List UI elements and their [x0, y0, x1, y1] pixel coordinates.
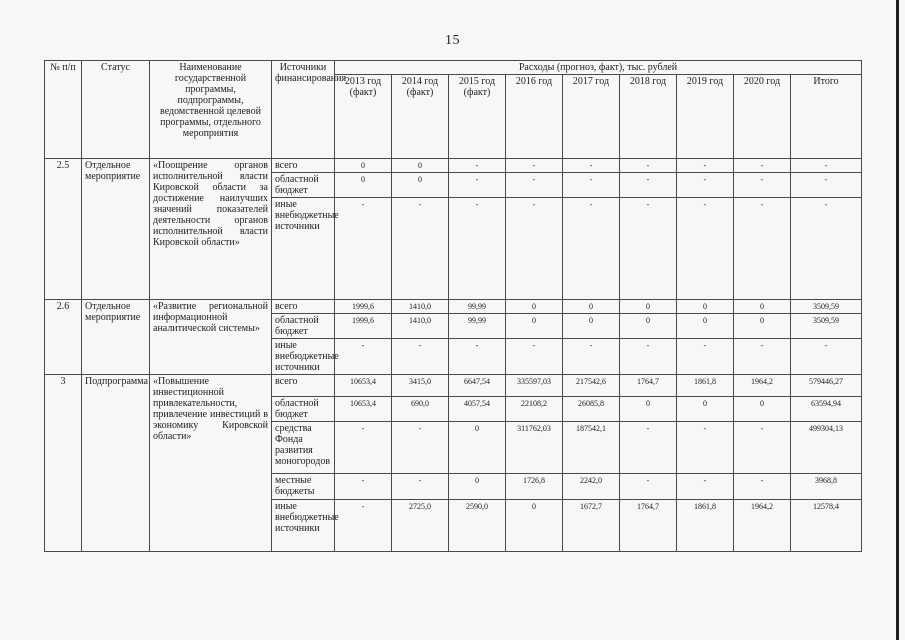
funding-source: средства Фонда развития моногородов [272, 422, 335, 474]
value-cell: - [677, 159, 734, 173]
value-cell: - [734, 173, 791, 198]
row-status: Отдельное мероприятие [82, 300, 150, 375]
value-cell: 2242,0 [563, 474, 620, 500]
value-cell: 10653,4 [335, 375, 392, 397]
value-cell: 0 [620, 300, 677, 314]
value-cell: 22108,2 [506, 397, 563, 422]
value-cell: 63594,94 [791, 397, 862, 422]
value-cell: 1764,7 [620, 500, 677, 552]
header-year: Итого [791, 75, 862, 159]
value-cell: - [335, 500, 392, 552]
table-row [45, 300, 862, 314]
value-cell: - [563, 198, 620, 300]
value-cell: - [734, 159, 791, 173]
value-cell: - [449, 198, 506, 300]
value-cell: 12578,4 [791, 500, 862, 552]
value-cell: 1861,8 [677, 500, 734, 552]
value-cell: 1672,7 [563, 500, 620, 552]
funding-source: областной бюджет [272, 314, 335, 339]
value-cell: - [392, 198, 449, 300]
value-cell: 26085,8 [563, 397, 620, 422]
header-num: № п/п [45, 61, 82, 159]
value-cell: - [620, 198, 677, 300]
value-cell: - [506, 159, 563, 173]
value-cell: - [677, 173, 734, 198]
value-cell: - [392, 474, 449, 500]
value-cell: 0 [677, 300, 734, 314]
value-cell: 99,99 [449, 300, 506, 314]
header-name: Наименование государственной программы, подпрограммы, ведомственной целевой программы, отдельного мероприятия [150, 61, 272, 159]
header-year: 2019 год [677, 75, 734, 159]
header-year: 2018 год [620, 75, 677, 159]
value-cell: - [335, 422, 392, 474]
value-cell: 217542,6 [563, 375, 620, 397]
value-cell: 0 [335, 173, 392, 198]
value-cell: - [620, 173, 677, 198]
value-cell: - [392, 339, 449, 375]
row-name: «Поощрение органов исполнительной власти Кировской области за достижение наилучших значений показателей деятельности органов исполнительной власти Кировской области» [150, 159, 272, 300]
value-cell: 0 [392, 173, 449, 198]
funding-source: областной бюджет [272, 173, 335, 198]
value-cell: 187542,1 [563, 422, 620, 474]
value-cell: 335597,03 [506, 375, 563, 397]
value-cell: - [677, 339, 734, 375]
value-cell: - [791, 339, 862, 375]
value-cell: 0 [506, 314, 563, 339]
value-cell: 1999,6 [335, 300, 392, 314]
value-cell: - [734, 339, 791, 375]
value-cell: 1764,7 [620, 375, 677, 397]
value-cell: 1410,0 [392, 300, 449, 314]
value-cell: 0 [734, 314, 791, 339]
value-cell: 1964,2 [734, 375, 791, 397]
value-cell: - [335, 198, 392, 300]
row-name: «Развитие региональной информационной аналитической системы» [150, 300, 272, 375]
value-cell: 2725,0 [392, 500, 449, 552]
value-cell: - [506, 339, 563, 375]
value-cell: 0 [563, 314, 620, 339]
value-cell: 0 [506, 500, 563, 552]
header-year: 2014 год (факт) [392, 75, 449, 159]
header-status: Статус [82, 61, 150, 159]
value-cell: - [506, 198, 563, 300]
value-cell: - [791, 159, 862, 173]
value-cell: 1964,2 [734, 500, 791, 552]
value-cell: - [677, 422, 734, 474]
header-year: 2017 год [563, 75, 620, 159]
value-cell: - [392, 422, 449, 474]
table-row [45, 375, 862, 397]
value-cell: 4057,54 [449, 397, 506, 422]
row-number: 2.6 [45, 300, 82, 375]
header-year: 2015 год (факт) [449, 75, 506, 159]
value-cell: 0 [677, 397, 734, 422]
value-cell: - [620, 422, 677, 474]
value-cell: - [677, 474, 734, 500]
value-cell: 0 [392, 159, 449, 173]
header-row [45, 61, 862, 75]
header-year: 2020 год [734, 75, 791, 159]
value-cell: - [734, 474, 791, 500]
funding-source: иные внебюджетные источники [272, 198, 335, 300]
row-name: «Повышение инвестиционной привлекательности, привлечение инвестиций в экономику Кировской области» [150, 375, 272, 552]
header-year: 2016 год [506, 75, 563, 159]
funding-source: местные бюджеты [272, 474, 335, 500]
value-cell: - [506, 173, 563, 198]
row-status: Отдельное мероприятие [82, 159, 150, 300]
value-cell: - [335, 474, 392, 500]
value-cell: 0 [620, 314, 677, 339]
value-cell: - [449, 173, 506, 198]
value-cell: 3968,8 [791, 474, 862, 500]
header-expenses: Расходы (прогноз, факт), тыс. рублей [335, 61, 862, 75]
value-cell: - [791, 173, 862, 198]
value-cell: 0 [449, 422, 506, 474]
value-cell: 0 [449, 474, 506, 500]
value-cell: - [620, 339, 677, 375]
table-row [45, 159, 862, 173]
value-cell: 6647,54 [449, 375, 506, 397]
value-cell: 0 [506, 300, 563, 314]
scan-edge [896, 0, 899, 640]
value-cell: 0 [734, 300, 791, 314]
value-cell: - [677, 198, 734, 300]
value-cell: - [335, 339, 392, 375]
value-cell: - [620, 474, 677, 500]
value-cell: 0 [620, 397, 677, 422]
page-number: 15 [445, 33, 460, 48]
value-cell: 2590,0 [449, 500, 506, 552]
budget-table [44, 60, 862, 552]
value-cell: 1861,8 [677, 375, 734, 397]
funding-source: иные внебюджетные источники [272, 500, 335, 552]
funding-source: всего [272, 300, 335, 314]
value-cell: - [734, 422, 791, 474]
value-cell: 0 [335, 159, 392, 173]
row-status: Подпрограмма [82, 375, 150, 552]
value-cell: 3509,59 [791, 314, 862, 339]
funding-source: областной бюджет [272, 397, 335, 422]
funding-source: всего [272, 375, 335, 397]
value-cell: 0 [563, 300, 620, 314]
row-number: 2.5 [45, 159, 82, 300]
value-cell: 1999,6 [335, 314, 392, 339]
header-source: Источники финансирования [272, 61, 335, 159]
value-cell: - [734, 198, 791, 300]
value-cell: 10653,4 [335, 397, 392, 422]
value-cell: - [563, 339, 620, 375]
value-cell: 579446,27 [791, 375, 862, 397]
value-cell: - [620, 159, 677, 173]
value-cell: 690,0 [392, 397, 449, 422]
value-cell: 0 [677, 314, 734, 339]
value-cell: 1410,0 [392, 314, 449, 339]
value-cell: 499304,13 [791, 422, 862, 474]
value-cell: - [563, 173, 620, 198]
value-cell: 3509,59 [791, 300, 862, 314]
value-cell: - [449, 159, 506, 173]
funding-source: иные внебюджетные источники [272, 339, 335, 375]
funding-source: всего [272, 159, 335, 173]
value-cell: - [449, 339, 506, 375]
header-year: 2013 год (факт) [335, 75, 392, 159]
value-cell: 1726,8 [506, 474, 563, 500]
value-cell: - [791, 198, 862, 300]
value-cell: 3415,0 [392, 375, 449, 397]
value-cell: 0 [734, 397, 791, 422]
value-cell: 99,99 [449, 314, 506, 339]
row-number: 3 [45, 375, 82, 552]
value-cell: - [563, 159, 620, 173]
value-cell: 311762,03 [506, 422, 563, 474]
